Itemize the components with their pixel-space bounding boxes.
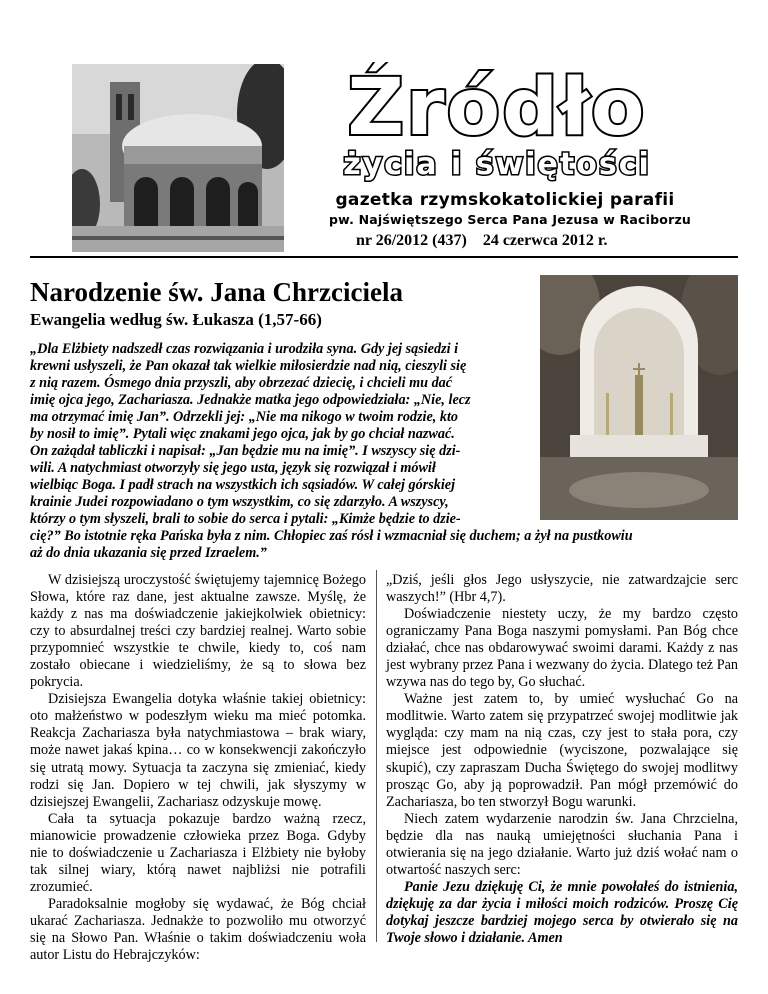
gospel-reference: Ewangelia według św. Łukasza (1,57-66) [30,310,322,329]
gospel-line: z nią razem. Ósmego dnia przyszli, aby obrzezać dziecię, i chcieli mu dać [30,375,453,391]
issue-date: 24 czerwca 2012 r. [482,232,608,249]
paragraph: W dzisiejszą uroczystość świętujemy tajemnicę Bożego Słowa, które raz dane, jest aktualne zawsze. Myślę, że każdy z nas ma doświadczenie jakiejkolwiek obietnicy: czy to absurdalnej treści czy bardziej realnej. Warto sobie przypomnieć wszystkie te chwile, kiedy to, coś nam zostało obiecane i wiedzieliśmy, że są to słowa bez pokrycia. [30,572,366,691]
altar-photo [540,275,738,520]
gospel-line: „Dla Elżbiety nadszedł czas rozwiązania i urodziła syna. Gdy jej sąsiedzi i [30,341,459,357]
prayer: Panie Jezu dziękuję Ci, że mnie powołałeś do istnienia, dziękuję za dar życia i miłości moich rodziców. Proszę Cię dotykaj jeszcze bardziej mojego serca by otwierało się na Twoje słowo i działanie. Amen [386,878,738,946]
masthead-tagline: życia i świętości [343,147,651,182]
paragraph: Cała ta sytuacja pokazuje bardzo ważną rzecz, mianowicie prowadzenie człowieka przez Boga. Gdyby nie to doświadczenie u Zachariasza i Elżbiety nie byłoby tak silnej wiary, którą nawet najbliżsi nie potrafili zrozumieć. [30,810,366,895]
header-divider [30,256,738,258]
masthead [300,62,695,182]
article-title: Narodzenie św. Jana Chrzciciela [30,277,403,307]
gospel-line: ma otrzymać imię Jan”. Odrzekli jej: „Nie ma nikogo w twoim rodzie, kto [30,409,458,425]
left-column [30,572,366,964]
paragraph: Ważne jest zatem to, by umieć wysłuchać Go na modlitwie. Warto zatem się przypatrzeć swojej modlitwie jak wygląda: czy mam na nią czas, czy jest to stała pora, czy miejsce jest odpowiednie (wyciszone, pozwalające się skupić), czy zapraszam Ducha Świętego do swojej modlitwy prosząc Go, aby ją poprowadził. Pan mógł przemówić do Zachariasza, bo ten stworzył Bogu warunki. [386,691,738,810]
paragraph: Paradoksalnie mogłoby się wydawać, że Bóg chciał ukarać Zachariasza. Jednakże to pozwoliło mu otworzyć się na Słowo Pan. Właśnie o takim doświadczeniu woła autor Listu do Hebrajczyków: [30,895,366,964]
subtitle-parish: gazetka rzymskokatolickiej parafii [335,190,675,210]
subtitle-parish-name: pw. Najświętszego Serca Pana Jezusa w Raciborzu [328,212,692,227]
gospel-line: by nosił to imię”. Pytali więc znakami jego ojca, jak by go chciał nazwać. [30,426,455,442]
issue-info [356,232,608,250]
church-photo [72,64,284,252]
gospel-line: krewni usłyszeli, że Pan okazał tak wielkie miłosierdzie nad nią, cieszyli się [30,358,467,374]
gospel-line: krainie Judei rozpowiadano o tym wszystkim, co się zdarzyło. A wszyscy, [30,494,449,510]
column-divider [376,570,377,942]
right-column [386,572,738,947]
gospel-line: wili. A natychmiast otworzyły się jego usta, język się rozwiązał i mówił [30,460,436,476]
paragraph: Niech zatem wydarzenie narodzin św. Jana Chrzcielna, będzie dla nas nauką umiejętności słuchania Pana i otwierania się na jego działanie. Warto już dziś wołać nam o otwartość naszych serc: [386,810,738,878]
gospel-line: aż do dnia ukazania się przed Izraelem.” [30,545,267,561]
gospel-line: wielbiąc Boga. I padł strach na wszystkich ich sąsiadów. W całej górskiej [30,477,456,493]
paragraph: Dzisiejsza Ewangelia dotyka właśnie takiej obietnicy: oto małżeństwo w podeszłym wieku ma mieć potomka. Reakcja Zachariasza była natychmiastowa – brak wiary, może nawet jakaś kpina… co w konsekwencji zakończyło się utratą mowy. Sytuacja ta zaczyna się zmieniać, kiedy rodzi się Jan. Dopiero w tej chwili, jak słyszymy w dzisiejszej Ewangelii, Zachariasz odzyskuje mowę. [30,691,366,810]
gospel-line: którzy o tym słyszeli, brali to sobie do serca i pytali: „Kimże będzie to dzie- [30,511,461,527]
gospel-line: cię?” Bo istotnie ręka Pańska była z nim. Chłopiec zaś rósł i wzmacniał się duchem; a żył na pustkowiu [30,528,633,544]
paragraph: Doświadczenie niestety uczy, że my bardzo często ograniczamy Pana Boga naszymi pomysłami. Pan Bóg chce działać, chce nas obdarowywać swoimi darami. Każdy z nas jest wybrany przez Pana i wezwany do życia. Dlatego też Pan wzywa nas do tego by, Go słuchać. [386,606,738,691]
masthead-title: Źródło [347,63,647,153]
gospel-line: imię ojca jego, Zachariasza. Jednakże matka jego odpowiedziała: „Nie, lecz [30,392,471,408]
paragraph: „Dziś, jeśli głos Jego usłyszycie, nie zatwardzajcie serc waszych!” (Hbr 4,7). [386,572,738,606]
issue-number: nr 26/2012 (437) [356,232,467,249]
gospel-line: On zażądał tabliczki i napisał: „Jan będzie mu na imię”. I wszyscy się dzi- [30,443,461,459]
